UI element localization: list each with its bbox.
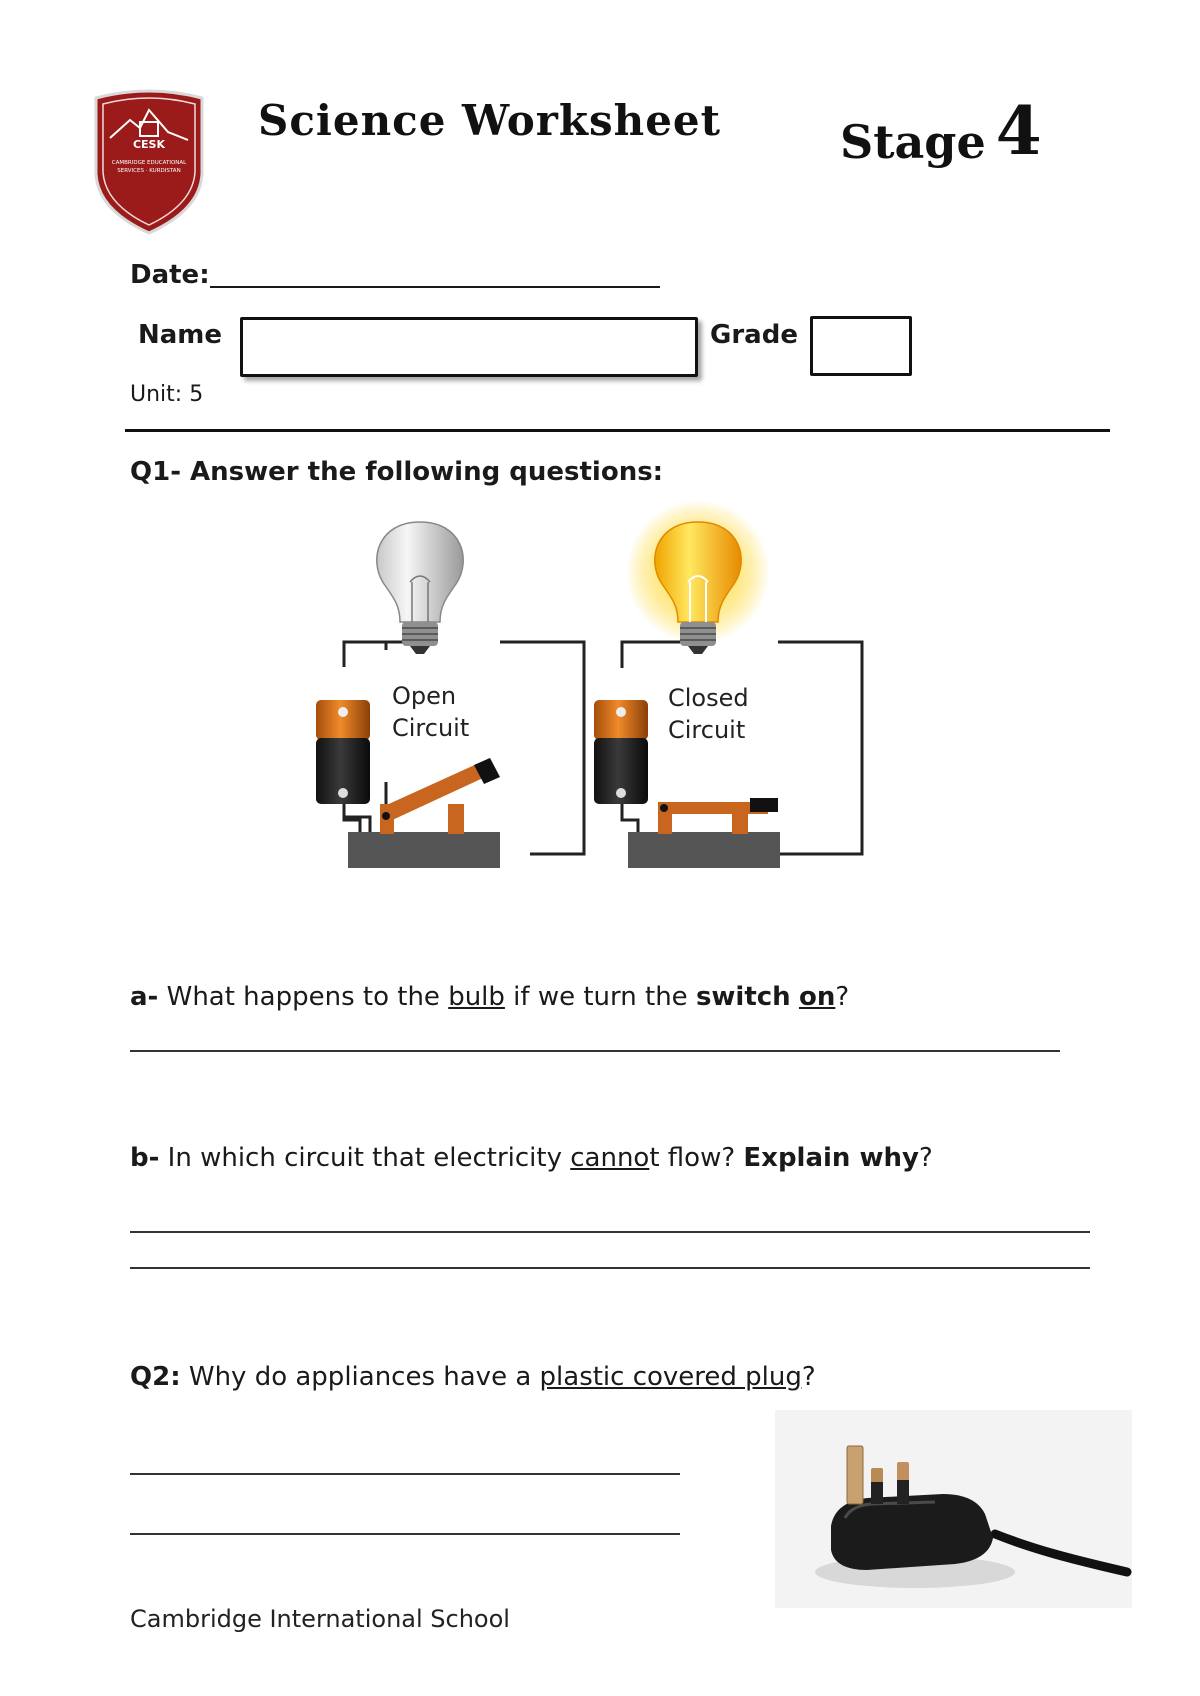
school-logo <box>88 88 210 238</box>
question-a <box>130 982 849 1012</box>
answer-a-line[interactable] <box>130 1050 1060 1052</box>
grade-label: Grade <box>710 320 798 350</box>
plug-photo <box>775 1410 1132 1608</box>
worksheet-title: Science Worksheet <box>258 96 722 145</box>
question-2 <box>130 1362 816 1392</box>
date-label: Date: <box>130 260 210 290</box>
q1-heading: Q1- Answer the following questions: <box>130 457 664 487</box>
question-a-text-2: if we turn the <box>504 982 696 1012</box>
question-2-plug: plastic covered plug <box>539 1362 802 1392</box>
question-a-mark: ? <box>835 982 850 1012</box>
logo-subtext-1: CAMBRIDGE EDUCATIONAL <box>111 160 187 166</box>
unit-label: Unit: 5 <box>130 382 204 407</box>
question-b <box>130 1143 933 1173</box>
question-2-text-1: Why do appliances have a <box>180 1362 540 1392</box>
open-label-line2: Circuit <box>392 714 470 742</box>
closed-label-line1: Closed <box>668 684 749 712</box>
closed-circuit <box>594 500 862 868</box>
circuit-diagram <box>300 482 900 912</box>
question-b-prefix: b- <box>130 1143 160 1173</box>
open-circuit <box>316 522 584 868</box>
name-field[interactable] <box>240 317 698 377</box>
name-label: Name <box>138 320 223 350</box>
answer-q2-line-2[interactable] <box>130 1533 680 1535</box>
stage-number: 4 <box>995 92 1042 170</box>
question-2-mark: ? <box>801 1362 816 1392</box>
answer-b-line-2[interactable] <box>130 1267 1090 1269</box>
question-a-space <box>791 982 799 1012</box>
answer-q2-line-1[interactable] <box>130 1473 680 1475</box>
question-a-bulb: bulb <box>448 982 505 1012</box>
question-a-text-1: What happens to the <box>158 982 449 1012</box>
question-b-text-2: t flow? <box>649 1143 744 1173</box>
question-b-text-1: In which circuit that electricity <box>159 1143 571 1173</box>
question-a-prefix: a- <box>130 982 159 1012</box>
footer-school-name: Cambridge International School <box>130 1605 510 1633</box>
stage-heading <box>840 92 1042 174</box>
logo-text: CESK <box>132 138 166 151</box>
closed-label-line2: Circuit <box>668 716 746 744</box>
open-label-line1: Open <box>392 682 457 710</box>
question-b-explain: Explain why <box>743 1143 919 1173</box>
grade-field[interactable] <box>810 316 912 376</box>
question-2-prefix: Q2: <box>130 1362 181 1392</box>
logo-subtext-2: SERVICES · KURDISTAN <box>117 168 181 174</box>
question-b-cannot: canno <box>570 1143 650 1173</box>
question-a-switch: switch <box>695 982 791 1012</box>
stage-word: Stage <box>840 115 986 169</box>
answer-b-line-1[interactable] <box>130 1231 1090 1233</box>
header-divider <box>125 429 1110 432</box>
date-field[interactable] <box>210 286 660 288</box>
question-b-mark: ? <box>918 1143 933 1173</box>
question-a-on: on <box>798 982 836 1012</box>
